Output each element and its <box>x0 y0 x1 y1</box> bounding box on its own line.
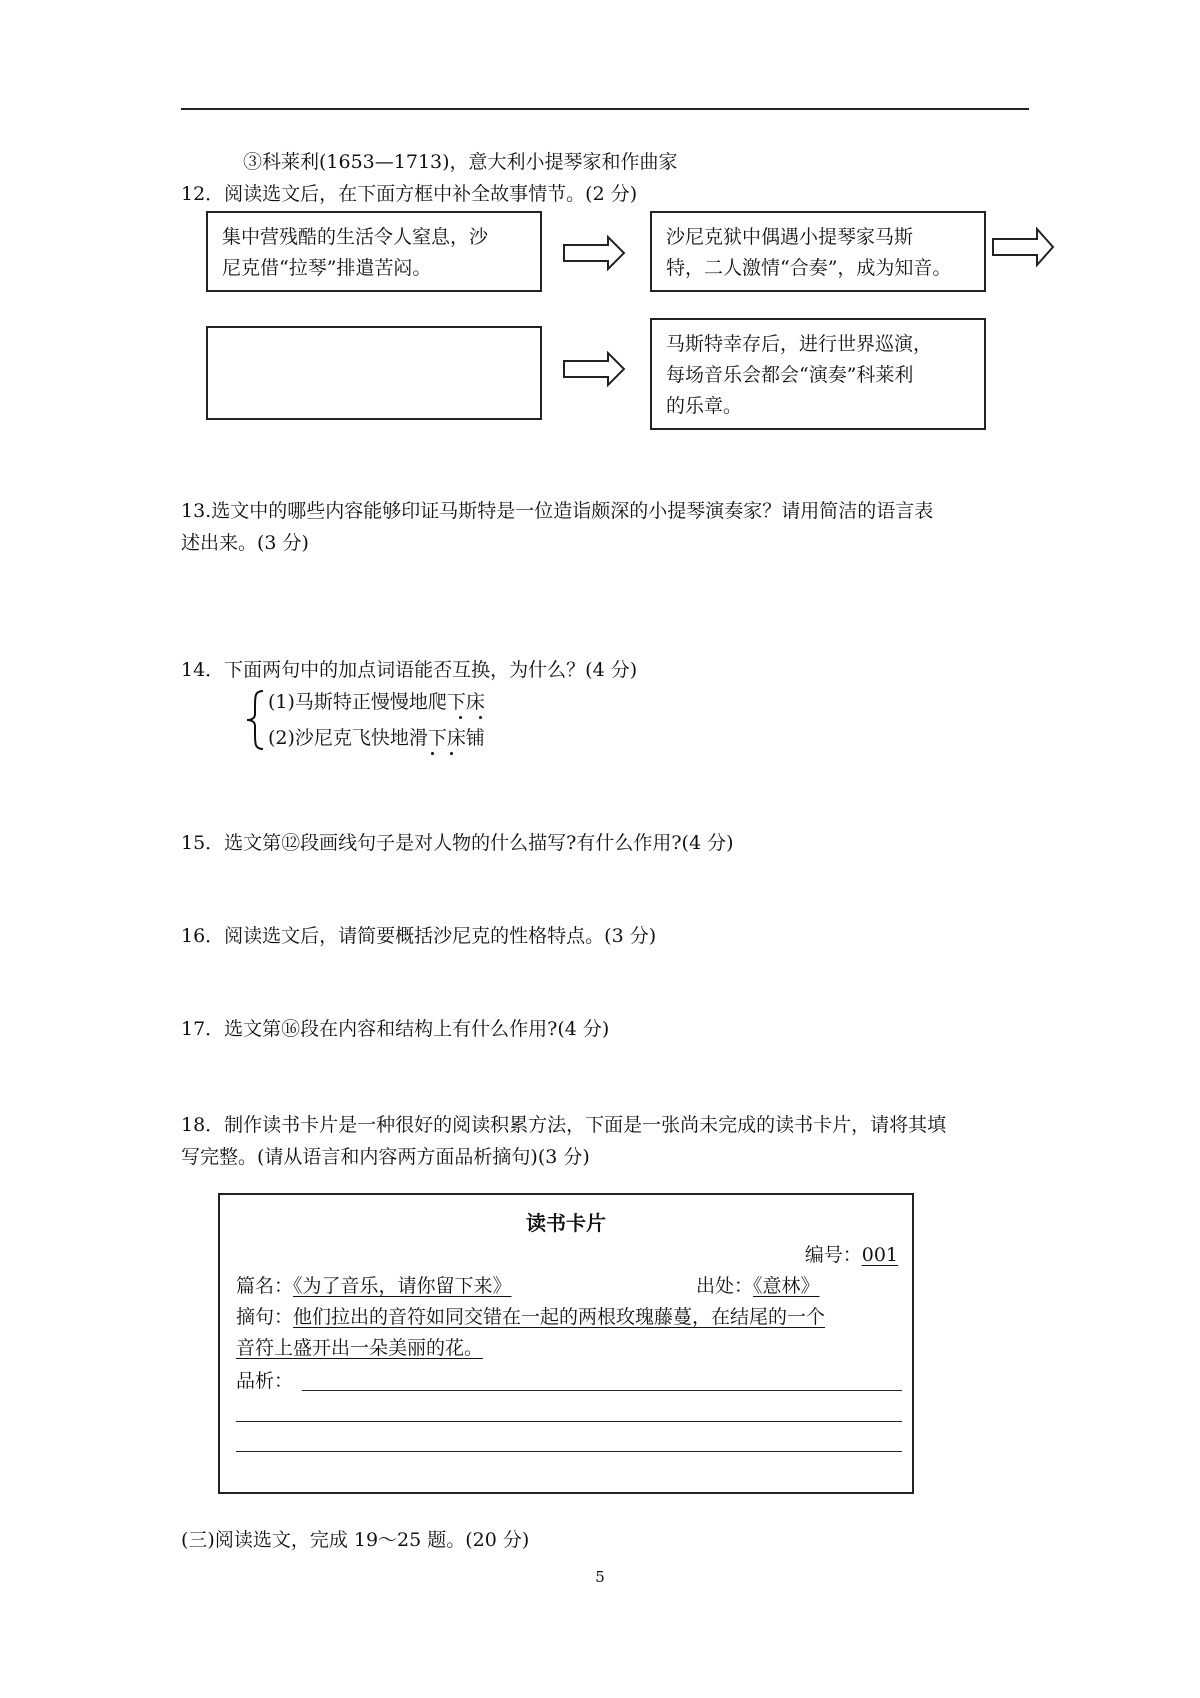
plot-box-2 <box>650 211 986 292</box>
sentence-1: (1)马斯特正慢慢地爬下床 <box>268 691 485 713</box>
question-13-line-2: 述出来。(3 分) <box>181 532 309 554</box>
plot-box-2-line-2: 特，二人激情“合奏”，成为知音。 <box>666 257 952 279</box>
card-number-value: 001 <box>861 1244 898 1266</box>
section-3-heading: (三)阅读选文，完成 19～25 题。(20 分) <box>181 1529 530 1551</box>
card-excerpt-label: 摘句： <box>236 1306 294 1328</box>
emphasis-dot <box>450 752 453 755</box>
right-arrow-icon <box>991 227 1057 267</box>
reading-card <box>218 1193 914 1494</box>
plot-box-1-line-1: 集中营残酷的生活令人窒息，沙 <box>222 226 489 248</box>
sentence-2: (2)沙尼克飞快地滑下床铺 <box>268 727 485 749</box>
plot-box-4-line-2: 每场音乐会都会“演奏”科莱利 <box>666 364 914 386</box>
emphasis-dot <box>479 716 482 719</box>
question-18-line-2: 写完整。(请从语言和内容两方面品析摘句)(3 分) <box>181 1146 590 1168</box>
analysis-answer-line[interactable] <box>302 1390 902 1391</box>
card-excerpt <box>236 1303 825 1331</box>
question-13-line-1: 13.选文中的哪些内容能够印证马斯特是一位造诣颇深的小提琴演奏家？请用简洁的语言表 <box>181 500 934 522</box>
analysis-answer-line[interactable] <box>236 1421 902 1422</box>
card-title: 读书卡片 <box>526 1211 606 1235</box>
card-source <box>696 1272 820 1300</box>
question-17: 17．选文第⑯段在内容和结构上有什么作用?(4 分) <box>181 1018 610 1040</box>
card-source-label: 出处： <box>696 1275 754 1297</box>
question-12: 12．阅读选文后，在下面方框中补全故事情节。(2 分) <box>181 183 638 205</box>
emphasis-dot <box>431 752 434 755</box>
card-analysis-label: 品析： <box>236 1370 294 1392</box>
plot-box-3-blank[interactable] <box>206 326 542 420</box>
emphasis-dot <box>459 716 462 719</box>
plot-box-4-line-1: 马斯特幸存后，进行世界巡演， <box>666 333 933 355</box>
card-excerpt-line-1: 他们拉出的音符如同交错在一起的两根玫瑰藤蔓，在结尾的一个 <box>293 1306 826 1328</box>
plot-box-4 <box>650 318 986 430</box>
card-number <box>805 1241 898 1269</box>
footnote-corelli: ③科莱利(1653—1713)，意大利小提琴家和作曲家 <box>243 151 678 173</box>
plot-box-4-line-3: 的乐章。 <box>666 395 743 417</box>
card-piece <box>236 1272 512 1300</box>
card-piece-label: 篇名： <box>236 1275 294 1297</box>
card-piece-value: 《为了音乐，请你留下来》 <box>293 1275 512 1297</box>
right-arrow-icon <box>562 235 628 271</box>
question-15: 15．选文第⑫段画线句子是对人物的什么描写?有什么作用?(4 分) <box>181 832 734 854</box>
analysis-answer-line[interactable] <box>236 1451 902 1452</box>
curly-brace-icon <box>243 688 267 752</box>
card-excerpt-line-2: 音符上盛开出一朵美丽的花。 <box>236 1337 484 1359</box>
plot-box-2-line-1: 沙尼克狱中偶遇小提琴家马斯 <box>666 226 914 248</box>
question-14: 14．下面两句中的加点词语能否互换，为什么？(4 分) <box>181 659 638 681</box>
header-rule <box>181 108 1029 110</box>
card-source-value: 《意林》 <box>753 1275 820 1297</box>
card-number-label: 编号： <box>804 1244 862 1266</box>
card-excerpt-continued <box>236 1334 483 1362</box>
question-18-line-1: 18．制作读书卡片是一种很好的阅读积累方法，下面是一张尚未完成的读书卡片，请将其填 <box>181 1114 947 1136</box>
plot-box-1 <box>206 211 542 292</box>
page-number: 5 <box>595 1568 605 1586</box>
plot-box-1-line-2: 尼克借“拉琴”排遣苦闷。 <box>222 257 432 279</box>
question-16: 16．阅读选文后，请简要概括沙尼克的性格特点。(3 分) <box>181 925 657 947</box>
right-arrow-icon <box>562 351 628 387</box>
